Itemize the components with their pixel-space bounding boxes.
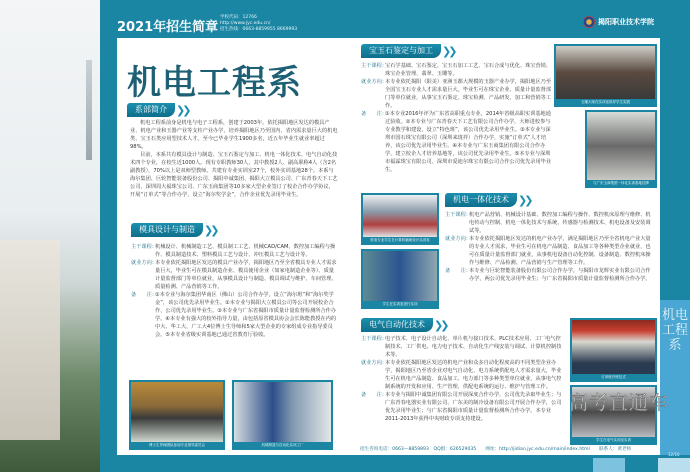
building-image <box>0 240 60 440</box>
side-title: 机电工程系 <box>661 308 688 353</box>
tower-image <box>86 60 92 160</box>
section-header-mech <box>445 193 530 207</box>
chevron-icon: ❯❯ <box>176 103 189 117</box>
chevron-icon: ❯❯ <box>204 223 217 237</box>
row-key: 备 注： <box>445 268 471 274</box>
section-header-gem <box>361 44 454 58</box>
photo-caption: 机械制造与自动化实训工厂 <box>261 443 304 447</box>
info-row <box>361 62 551 78</box>
school-name: 揭阳职业技术学院 <box>598 18 654 26</box>
row-value: 本专业依托揭阳（阳美）亚洲玉都大规模的玉器产业办学，揭阳地区乃至全国宝玉石专业人才需求量巨大。毕业生可在珠宝企业、质量计量监督部门等单位就业，从事宝玉石鉴定、珠宝检测、产品研发、加工和营销等工作。 <box>385 79 552 109</box>
info-row <box>361 110 551 174</box>
info-row <box>361 335 564 359</box>
row-value: 本专业与巨轮智能装备股份有限公司合作办学。与揭阳市龙辉实业有限公司合作办学，两公司优先录用毕业生；与广东省揭阳市质量计量监督检测所合作办学。 <box>469 268 651 282</box>
photo-workshop <box>232 380 333 450</box>
school-url[interactable]: http://www.jyc.edu.cn/ <box>220 21 271 26</box>
photo-caption: 与广东玉商集团一体化实训基地挂牌 <box>593 181 649 185</box>
school-info <box>220 15 297 33</box>
page-number: 12/16 <box>668 452 680 457</box>
section-label: 电气自动化技术 <box>361 318 433 332</box>
section-header-intro <box>127 103 188 117</box>
intro-text <box>130 119 338 199</box>
watermark: 高考直通车 <box>569 392 670 414</box>
photo-caption: 机电专业学生在计算机辅助设计实训室 <box>370 238 430 242</box>
photo-training <box>361 249 439 309</box>
photo-caption: 博士生导师团队参加专业指导委员会 <box>149 443 205 447</box>
info-row <box>131 243 339 259</box>
info-row <box>361 359 564 391</box>
paragraph: 目前，本系共有模具设计与制造、宝玉石鉴定与加工、机电一体化技术、电气自动化技术四个专业，在校生近1000人。现有专职教师30人，其中教授2人、副高职称4人（含2名副教授），70%以上是双师型教师。共建有专业实训室27个，校外实训基地28个。本系与海尔集团、巨轮智能装备股份公司、揭阳中诚集团、揭阳大立模具公司、广东青春天下工艺公司、深圳周大福珠宝公司、广东玉商集团等10多家大型企业签订了校企合作办学协议，开展“订单式”等合作办学，设立“海尔奖学金”，合作企业优先录用毕业生。 <box>130 152 338 198</box>
chevron-icon: ❯❯ <box>442 44 455 58</box>
info-row <box>445 267 655 283</box>
row-key: 主干课程： <box>361 63 387 69</box>
photo-meeting <box>129 380 225 450</box>
row-key: 主干课程： <box>361 336 387 342</box>
page-title: 机电工程系 <box>127 63 302 103</box>
row-value: 本专业依托揭阳地区发达的机电产业和众多自动化程度高的不同类型企业办学，揭阳地区乃至省企业对电气自动化、电力系统供配电人才需求量大，毕业生可在机电产品制造、食品加工、电力部门等多种类型单位就业，从事电气控制系统的开发和应用、生产管理、供配电系统的运行、维护与管理工作。 <box>385 360 562 390</box>
section-header-mould <box>131 223 216 237</box>
chevron-icon: ❯❯ <box>434 318 447 332</box>
row-value: ①本专业2016年评为广东省高职重点专业，2014年省级高职实训基地通过验收。②本专业与广东青春天下工艺有限公司合作办学，大师进校参与专业教学和建设，设立“特色班”，该公司优先录用毕业生。③本专业与深圳市国石珠宝有限公司（深圳来珑祥）合作办学，实施“订单式”人才培养，该公司优先录用毕业生。④本专业与广东玉商集团有限公司合作办学，建立校企人才培养基地等，该公司优先录用毕业生。⑤本专业与深圳市福霖珠宝有限公司、深圳市爱迪尔珠宝有限公司合作公司优先录用毕业生。 <box>385 111 552 173</box>
row-value: 机电产品营销、机械设计基础、数控加工编程与操作、数控机床原理与维修、机电传动与控制、机电一体化技术与系统、传感器与检测技术、机电设备及安装调试等。 <box>469 212 651 234</box>
bottom-color-blocks <box>560 458 690 472</box>
chevron-icon: ❯❯ <box>518 193 531 207</box>
info-row <box>131 291 339 339</box>
row-value: 本专业依托揭阳地区发达的模具产业办学，揭阳地区乃至全省模具专业人才需求量巨大，毕业生可在模具制造企业、模具使用企业（如家电制造企业等）、质量计量监督部门等单位就业，从事模具设计与制造、模具调试与维护、车间管理、质量检测、产品营销等工作。 <box>155 260 337 290</box>
row-key: 主干课程： <box>131 244 157 250</box>
row-key: 就业方向： <box>445 236 471 242</box>
brochure-title: 2021年招生简章 <box>117 20 219 35</box>
info-row <box>361 391 564 423</box>
section-label: 机电一体化技术 <box>445 193 517 207</box>
hotline: 招生热线：0663-8859955 8669993 <box>220 27 298 32</box>
gem-text <box>361 62 551 174</box>
seal-icon <box>583 16 595 28</box>
row-key: 就业方向： <box>131 260 157 266</box>
photo-cad-lab <box>361 193 439 245</box>
section-header-elec <box>361 318 446 332</box>
section-label: 宝玉石鉴定与加工 <box>361 44 441 58</box>
school-code: 学校代码：12766 <box>220 15 257 20</box>
row-key: 备 注： <box>131 292 157 298</box>
mould-text <box>131 243 339 339</box>
section-label: 系部简介 <box>127 103 175 117</box>
photo-gem-base <box>585 110 657 188</box>
photo-caption: 订单班开班仪式 <box>601 375 626 379</box>
row-key: 备 注： <box>361 111 387 117</box>
photo-ceremony <box>570 318 657 382</box>
row-key: 就业方向： <box>361 360 387 366</box>
info-row <box>131 259 339 291</box>
row-value: 电子技术、电子设计自动化、单片机与接口技术、PLC技术应用、工厂电气控制技术、工厂供电、电力电子技术、自动化生产线安装与调试、计算机控制技术等。 <box>385 336 562 358</box>
paragraph: 机电工程系前身是机电与电子工程系，创建于2003年。依托揭阳地区发达的模具产业、机电产业和玉器产业等支柱产业办学，培养揭阳地区乃至国内、省内需求量巨大的机电类、宝玉石类应用型技术人才。至今已毕业学生1900多名，近五年毕业生就业率超过98%。 <box>130 120 338 150</box>
info-row <box>445 235 655 267</box>
photo-caption: 学生在实训室进行实训 <box>382 302 418 306</box>
row-value: 本专业与揭阳中诚集团有限公司开展深度合作办学，公司优先录取毕业生；与广东青春电器实业有限公司、广东美的制冷设备有限公司开展合作办学，公司优先录用毕业生；与广东省揭阳市质量计量监督检测所合作办学。本专业2011-2013年获得中央财政专项支持建设。 <box>385 392 562 422</box>
elec-text <box>361 335 564 423</box>
contact-footer: 招生咨询电话：0663—8859893 QQ群：626529035 网址：http://jidian.jyc.edu.cn/main/index.html 联系人：黄老师 <box>360 447 632 452</box>
row-key: 备 注： <box>361 392 387 398</box>
mech-text <box>445 211 655 283</box>
row-key: 主干课程： <box>445 212 471 218</box>
row-value: 宝石学基础、宝石鉴定、宝玉石加工工艺、宝石合成与优化、珠宝营销、珠宝企业管理、翡翠、玉雕等。 <box>385 63 552 77</box>
school-logo <box>583 16 654 28</box>
row-key: 就业方向： <box>361 79 387 85</box>
info-row <box>361 78 551 110</box>
row-value: 机械设计、机械制造工艺、模具制工工艺、机械CAD/CAM、数控加工编程与操作、模具制造技术、塑料模具工艺与设计、冲压模具工艺与设计等。 <box>155 244 336 258</box>
photo-caption: 学生在电气实训室实训 <box>596 438 631 442</box>
section-label: 模具设计与制造 <box>131 223 203 237</box>
info-row <box>445 211 655 235</box>
photo-gem-class <box>554 44 657 107</box>
photo-caption: 玉雕大师在实训室指导学生实践 <box>581 100 630 104</box>
row-value: 本专业依托揭阳地区发达的机电产业办学，满足揭阳地区乃至全省机电产业大量的专业人才需求，毕业生可在机电产品制造、食品加工等各种类型企业就业，也可在质量计量监督部门就业，从事机电设备自动化控制、设备制造、数控机床操作与维修、产品检测、产品营销与生产管理等工作。 <box>469 236 651 266</box>
row-value: ①本专业与海尔集团华南区（佛山）公司合作办学，设立“海尔班”和“海尔奖学金”，该公司优先录用毕业生。②本专业与揭阳大立模具公司等公司开展校企合作，公司优先录用毕业生。③本专业与广东省揭阳市质量计量监督检测所合作办学。④本专业有强大的校外指导力量，由包括原省模具协会会长陈能教授在内的中大、华工大、广工大4位博士生导师和5家大型企业的专家组成专业指导委员会。⑤本专业省级实训基地已通过省教育厅验收。 <box>155 292 337 338</box>
